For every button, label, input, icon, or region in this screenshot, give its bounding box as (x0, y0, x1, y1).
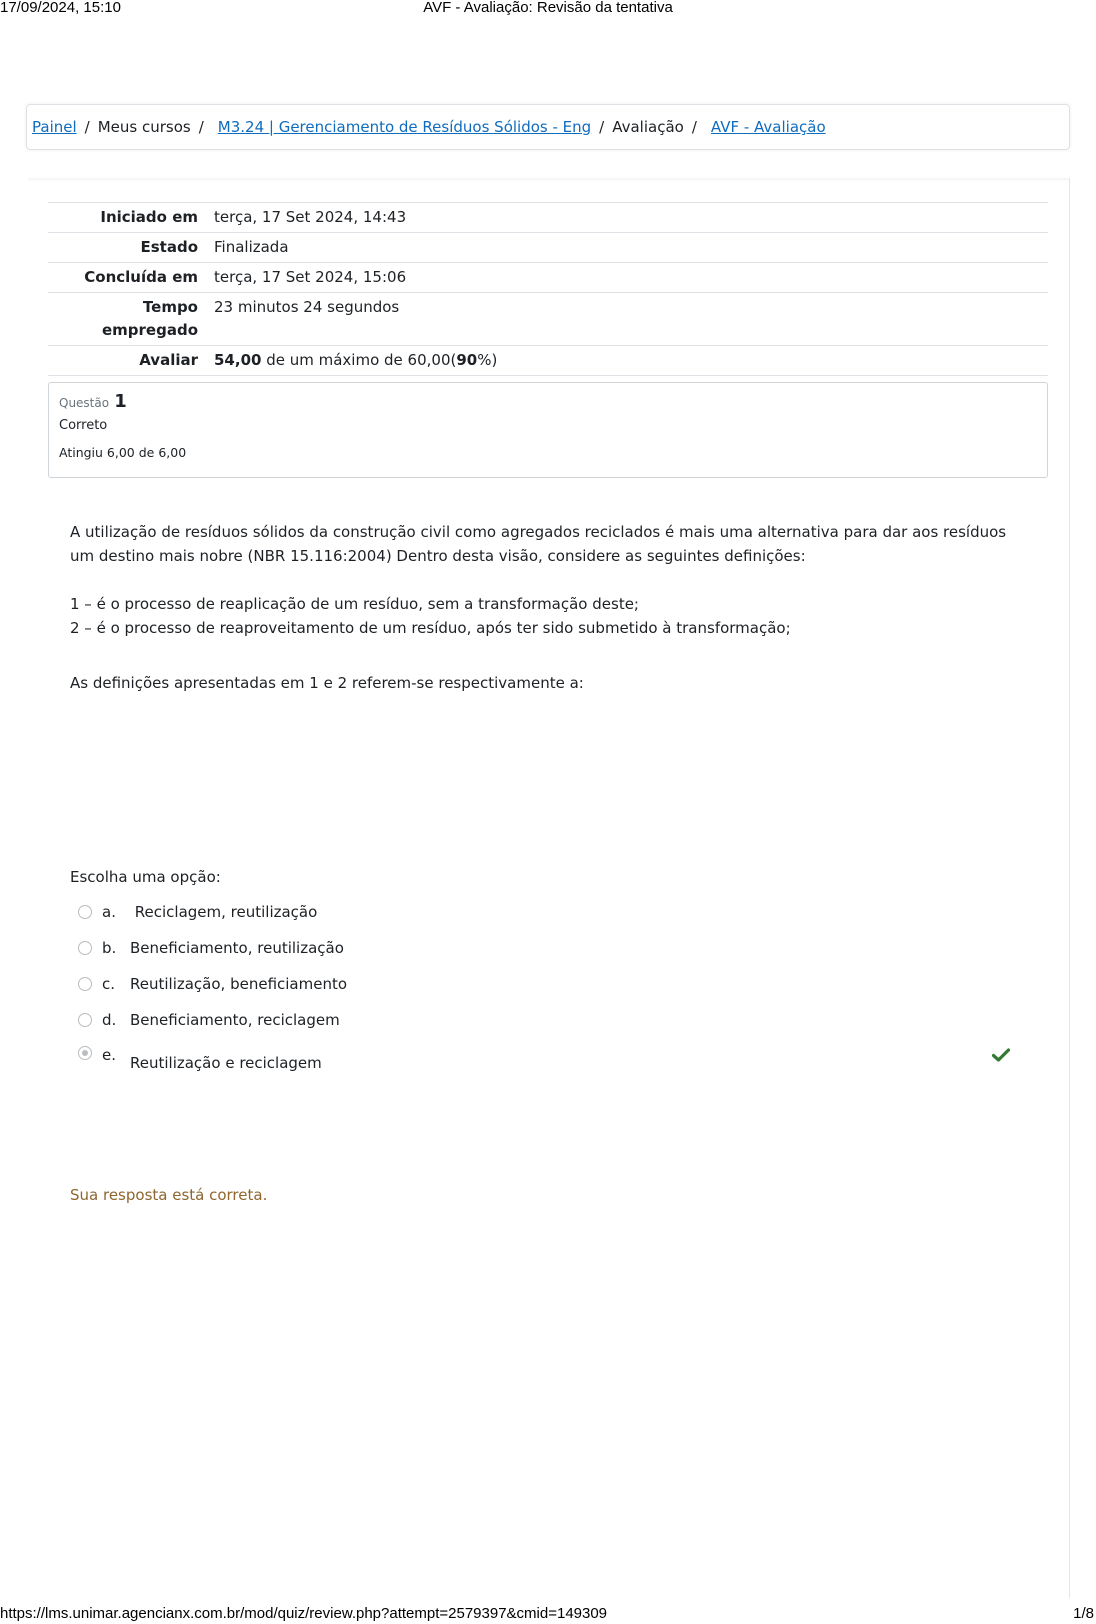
print-url: https://lms.unimar.agencianx.com.br/mod/quiz/review.php?attempt=2579397&cmid=149309 (0, 1605, 608, 1622)
question-text (70, 520, 1030, 695)
breadcrumb-item-meus-cursos: Meus cursos (97, 118, 191, 136)
option-b[interactable] (70, 930, 1010, 966)
breadcrumb-separator: / (84, 118, 90, 136)
option-text: Reutilização e reciclagem (130, 1054, 322, 1072)
summary-row (48, 233, 1048, 263)
breadcrumb-item-avaliacao: Avaliação (612, 118, 684, 136)
breadcrumb-link-painel[interactable]: Painel (32, 118, 77, 136)
summary-value: terça, 17 Set 2024, 15:06 (214, 268, 407, 286)
summary-label: Concluída em (84, 268, 198, 286)
grade-max: de um máximo de 60,00( (261, 351, 457, 369)
answer-options (70, 868, 1010, 1088)
question-state: Correto (59, 418, 108, 433)
option-a[interactable] (70, 894, 1010, 930)
option-letter: a. (102, 903, 116, 921)
summary-grade-value (206, 346, 1048, 376)
summary-label: Tempo empregado (101, 298, 198, 339)
print-title: AVF - Avaliação: Revisão da tentativa (423, 0, 673, 16)
quiz-review-card (28, 178, 1070, 1598)
print-datetime: 17/09/2024, 15:10 (0, 0, 121, 16)
summary-row (48, 293, 1048, 346)
breadcrumb-separator: / (691, 118, 697, 136)
radio-button[interactable] (78, 1013, 92, 1027)
radio-button[interactable] (78, 977, 92, 991)
option-text: Reutilização, beneficiamento (130, 975, 348, 993)
option-e[interactable] (70, 1038, 1010, 1088)
radio-button[interactable] (78, 905, 92, 919)
question-number: 1 (114, 391, 127, 412)
breadcrumb-link-avf[interactable]: AVF - Avaliação (710, 118, 826, 136)
summary-label: Iniciado em (100, 208, 198, 226)
option-letter: c. (102, 975, 116, 993)
summary-value: terça, 17 Set 2024, 14:43 (214, 208, 407, 226)
option-text: Reciclagem, reutilização (130, 903, 318, 921)
option-letter: b. (102, 939, 117, 957)
options-prompt: Escolha uma opção: (70, 868, 221, 886)
feedback-message: Sua resposta está correta. (70, 1186, 268, 1204)
option-d[interactable] (70, 1002, 1010, 1038)
option-letter: d. (102, 1011, 117, 1029)
print-page-number: 1/8 (1073, 1605, 1094, 1622)
radio-button-selected[interactable] (78, 1046, 92, 1060)
summary-value: 23 minutos 24 segundos (214, 298, 400, 316)
print-header (0, 0, 1096, 20)
summary-row (48, 203, 1048, 233)
question-info-box (48, 382, 1048, 478)
print-footer (0, 1604, 1096, 1624)
question-paragraph: A utilização de resíduos sólidos da construção civil como agregados reciclados é mais uma alternativa para dar aos resíduos um destino mais nobre (NBR 15.116:2004) Dentro desta visão, considere as seguintes definições: (70, 523, 1007, 565)
option-c[interactable] (70, 966, 1010, 1002)
radio-button[interactable] (78, 941, 92, 955)
question-label: Questão (59, 396, 110, 410)
grade-percent: 90 (456, 351, 478, 369)
summary-value: Finalizada (214, 238, 289, 256)
definition-2: 2 – é o processo de reaproveitamento de um resíduo, após ter sido submetido à transformação; (70, 619, 791, 637)
summary-row-grade (48, 346, 1048, 376)
breadcrumb-separator: / (198, 118, 204, 136)
summary-row (48, 263, 1048, 293)
card-top-edge (28, 178, 1069, 182)
check-icon (992, 1048, 1010, 1062)
breadcrumb-separator: / (599, 118, 605, 136)
breadcrumb-link-course[interactable]: M3.24 | Gerenciamento de Resíduos Sólidos - Eng (217, 118, 592, 136)
grade-score: 54,00 (214, 351, 262, 369)
question-paragraph: As definições apresentadas em 1 e 2 referem-se respectivamente a: (70, 674, 584, 692)
option-letter: e. (102, 1046, 116, 1064)
summary-label: Estado (140, 238, 198, 256)
option-text: Beneficiamento, reciclagem (130, 1011, 340, 1029)
question-grade: Atingiu 6,00 de 6,00 (59, 445, 187, 460)
option-text: Beneficiamento, reutilização (130, 939, 344, 957)
definition-1: 1 – é o processo de reaplicação de um resíduo, sem a transformação deste; (70, 595, 639, 613)
summary-label: Avaliar (139, 351, 198, 369)
breadcrumb (26, 104, 1070, 150)
attempt-summary-table (48, 202, 1048, 376)
grade-percent-sign: %) (477, 351, 498, 369)
